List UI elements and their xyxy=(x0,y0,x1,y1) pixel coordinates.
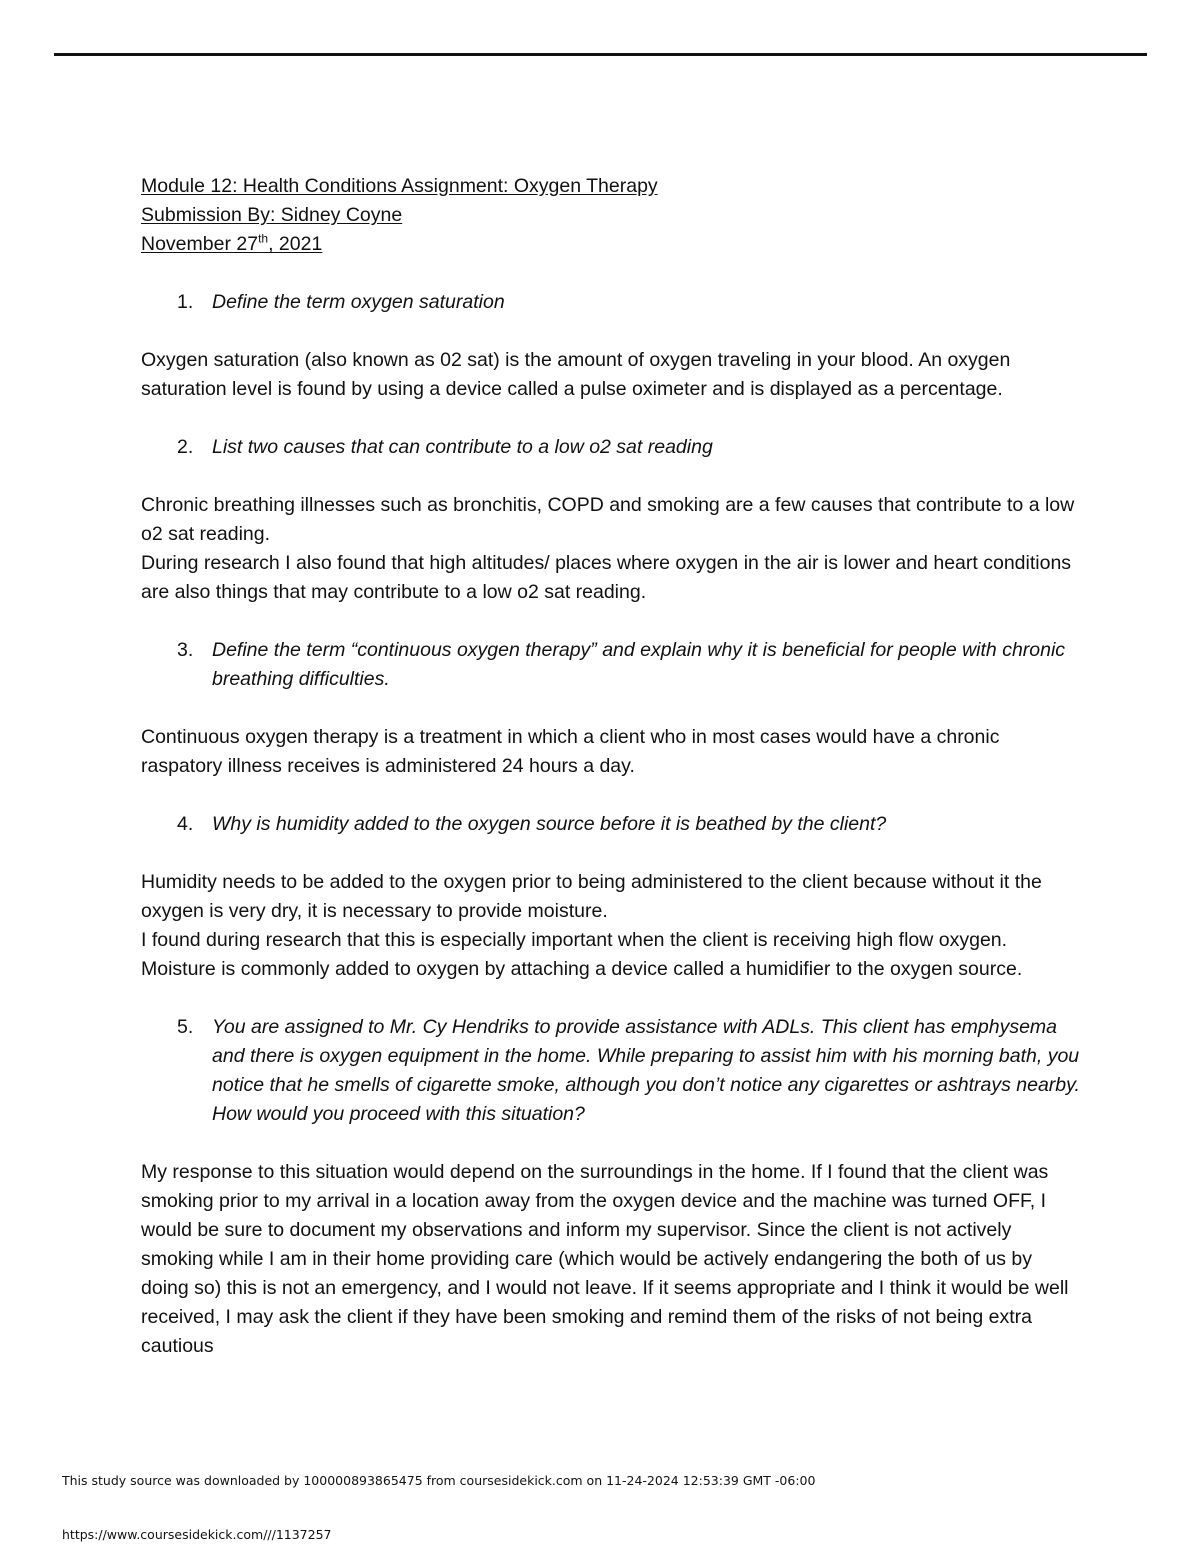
source-url[interactable]: https://www.coursesidekick.com///1137257 xyxy=(62,1527,332,1542)
question-number: 2. xyxy=(177,436,194,458)
answer-paragraph: My response to this situation would depend on the surroundings in the home. If I found that the client was smoking prior to my arrival in a location away from the oxygen device and the machine was turned OFF, I would be sure to document my observations and inform my supervisor. Since the client is not actively smoking while I am in their home providing care (which would be actively endangering the both of us by doing so) this is not an emergency, and I would not leave. If it seems appropriate and I think it would be well received, I may ask the client if they have been smoking and remind them of the risks of not being extra cautious xyxy=(141,1161,1069,1357)
top-rule xyxy=(54,53,1147,56)
question-2 xyxy=(141,433,1081,462)
date-line xyxy=(141,230,1081,259)
question-3 xyxy=(141,636,1081,694)
question-1 xyxy=(141,288,1081,317)
question-number: 4. xyxy=(177,813,194,835)
answer-1 xyxy=(141,346,1081,404)
answer-4 xyxy=(141,868,1081,984)
answer-2 xyxy=(141,491,1081,607)
question-text: Define the term oxygen saturation xyxy=(212,291,505,313)
question-text: You are assigned to Mr. Cy Hendriks to provide assistance with ADLs. This client has emphysema and there is oxygen equipment in the home. While preparing to assist him with his morning bath, you notice that he smells of cigarette smoke, although you don’t notice any cigarettes or ashtrays nearby. How would you proceed with this situation? xyxy=(212,1016,1080,1125)
question-text: List two causes that can contribute to a low o2 sat reading xyxy=(212,436,713,458)
question-text: Why is humidity added to the oxygen source before it is beathed by the client? xyxy=(212,813,887,835)
date-prefix: November 27 xyxy=(141,233,259,255)
answer-paragraph: I found during research that this is especially important when the client is receiving high flow oxygen. Moisture is commonly added to oxygen by attaching a device called a humidifier to the oxygen source. xyxy=(141,929,1023,980)
question-number: 5. xyxy=(177,1016,194,1038)
download-source-note: This study source was downloaded by 100000893865475 from coursesidekick.com on 11-24-2024 12:53:39 GMT -06:00 xyxy=(62,1473,816,1488)
answer-5 xyxy=(141,1158,1081,1361)
answer-paragraph: Continuous oxygen therapy is a treatment in which a client who in most cases would have a chronic raspatory illness receives is administered 24 hours a day. xyxy=(141,726,1000,777)
question-4 xyxy=(141,810,1081,839)
question-5 xyxy=(141,1013,1081,1129)
answer-3 xyxy=(141,723,1081,781)
answer-paragraph: Humidity needs to be added to the oxygen prior to being administered to the client because without it the oxygen is very dry, it is necessary to provide moisture. xyxy=(141,871,1042,922)
answer-paragraph: During research I also found that high altitudes/ places where oxygen in the air is lower and heart conditions are also things that may contribute to a low o2 sat reading. xyxy=(141,552,1072,603)
answer-paragraph: Oxygen saturation (also known as 02 sat) is the amount of oxygen traveling in your blood. An oxygen saturation level is found by using a device called a pulse oximeter and is displayed as a percentage. xyxy=(141,349,1011,400)
question-number: 3. xyxy=(177,639,194,661)
submission-line: Submission By: Sidney Coyne xyxy=(141,204,403,226)
document-body xyxy=(141,172,1081,1361)
date-suffix: , 2021 xyxy=(268,233,323,255)
question-text: Define the term “continuous oxygen therapy” and explain why it is beneficial for people with chronic breathing difficulties. xyxy=(212,639,1066,690)
answer-paragraph: Chronic breathing illnesses such as bronchitis, COPD and smoking are a few causes that contribute to a low o2 sat reading. xyxy=(141,494,1075,545)
question-number: 1. xyxy=(177,291,194,313)
date-superscript: th xyxy=(258,231,269,246)
document-title: Module 12: Health Conditions Assignment: Oxygen Therapy xyxy=(141,175,658,197)
